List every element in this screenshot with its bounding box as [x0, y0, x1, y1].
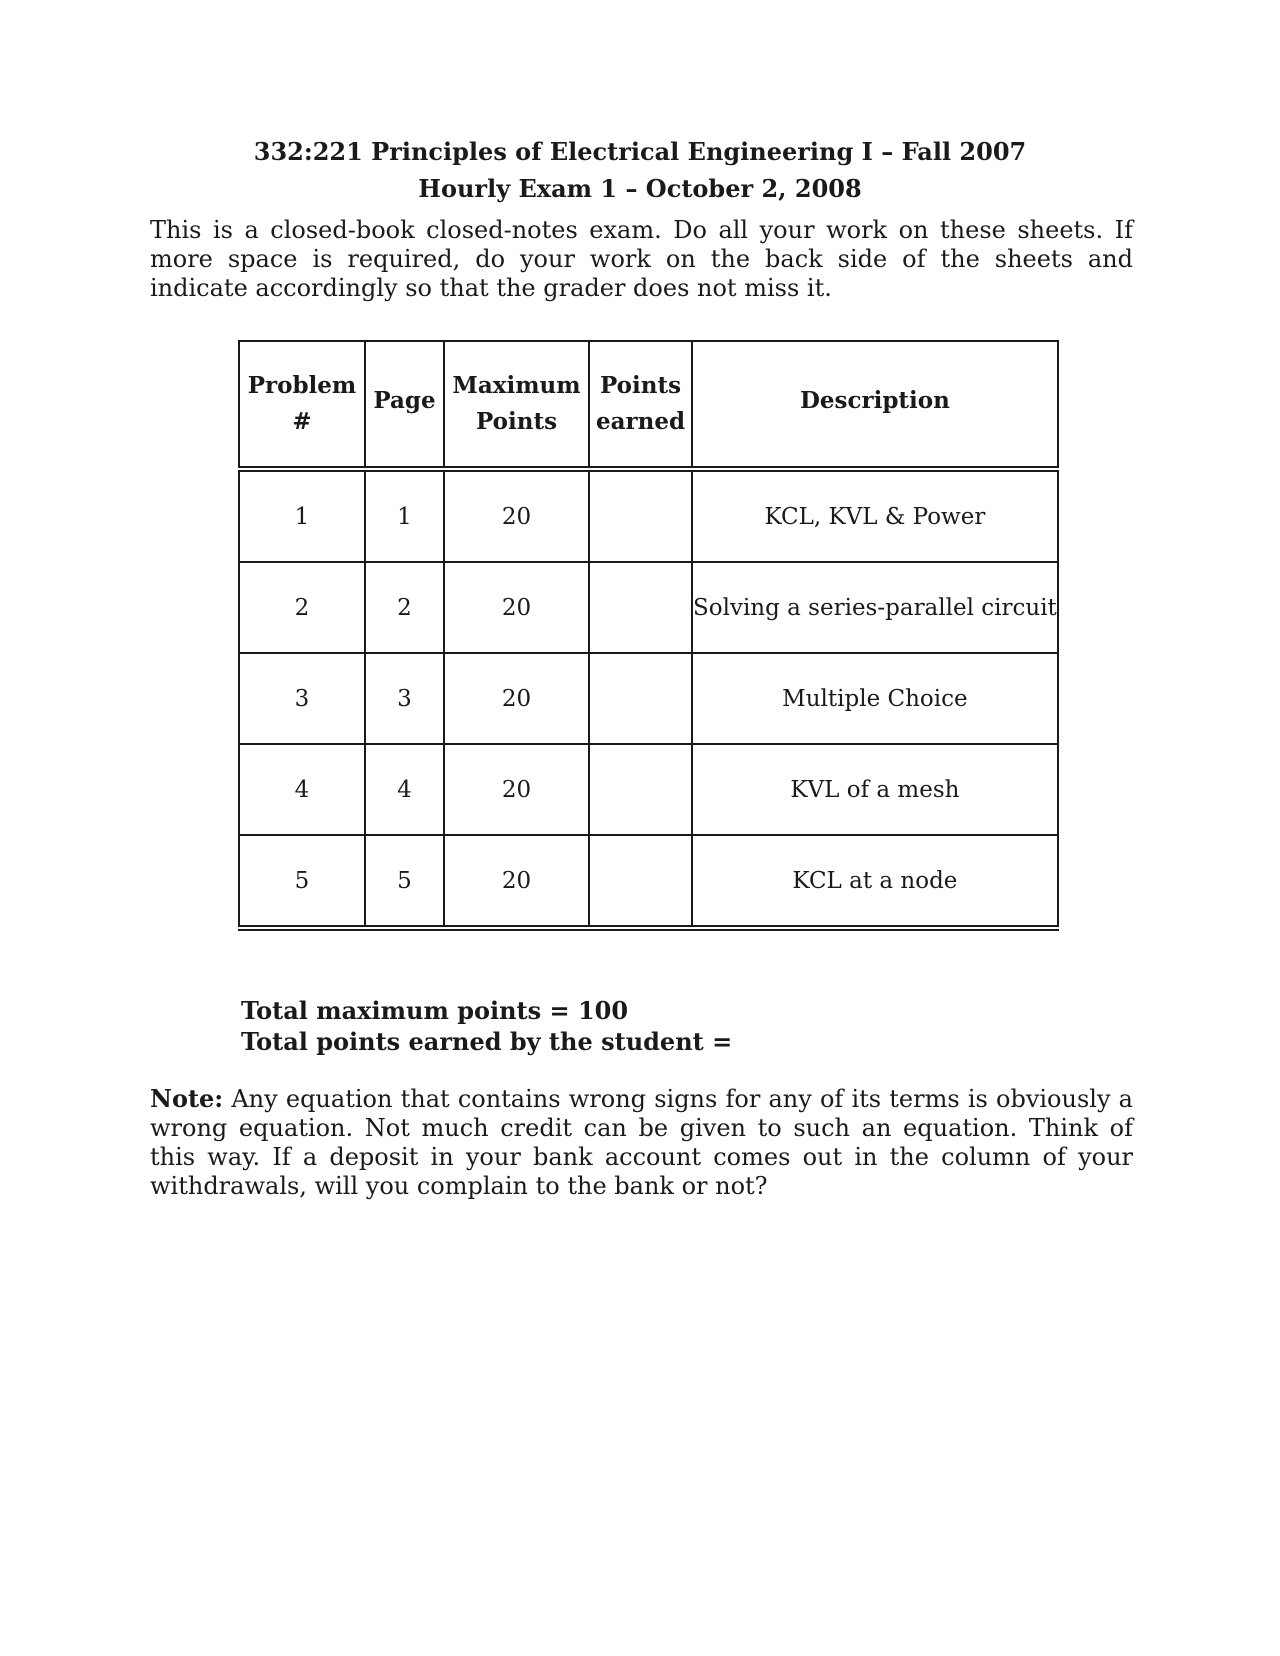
cell-max-points: 20 — [444, 653, 589, 744]
cell-page: 4 — [365, 744, 444, 835]
cell-description: Multiple Choice — [692, 653, 1058, 744]
header-description-label: Description — [799, 387, 950, 414]
cell-points-earned[interactable] — [589, 653, 692, 744]
header-max-sub: Points — [475, 408, 558, 435]
cell-problem: 3 — [239, 653, 365, 744]
header-points-earned — [589, 341, 692, 469]
table-row — [239, 562, 1058, 653]
cell-page: 1 — [365, 469, 444, 562]
cell-max-points: 20 — [444, 562, 589, 653]
cell-page: 5 — [365, 835, 444, 928]
header-max-points — [444, 341, 589, 469]
course-title: 332:221 Principles of Electrical Engineering I – Fall 2007 — [253, 137, 1027, 166]
header-max-label: Maximum — [452, 372, 581, 399]
note-label: Note: — [150, 1084, 224, 1113]
cell-problem: 1 — [239, 469, 365, 562]
header-page — [365, 341, 444, 469]
cell-description: KCL, KVL & Power — [692, 469, 1058, 562]
header-problem — [239, 341, 365, 469]
cell-points-earned[interactable] — [589, 469, 692, 562]
cell-page: 3 — [365, 653, 444, 744]
note-text: Any equation that contains wrong signs for any of its terms is obviously a wrong equation. Not much credit can be given to such an equation. Think of this way. If a deposit in your bank account comes out in the column of your withdrawals, will you complain to the bank or not? — [150, 1085, 1133, 1200]
total-maximum-points: Total maximum points = 100 — [241, 996, 629, 1025]
intro-paragraph: This is a closed-book closed-notes exam. Do all your work on these sheets. If more space is required, do your work on the back side of the sheets and indicate accordingly so that the grader does not miss it. — [150, 216, 1133, 302]
cell-max-points: 20 — [444, 469, 589, 562]
cell-description: Solving a series-parallel circuit — [692, 562, 1058, 653]
cell-max-points: 20 — [444, 744, 589, 835]
cell-problem: 2 — [239, 562, 365, 653]
table-row — [239, 653, 1058, 744]
cell-points-earned[interactable] — [589, 744, 692, 835]
header-problem-sub: # — [292, 408, 312, 435]
table-row — [239, 469, 1058, 562]
cell-page: 2 — [365, 562, 444, 653]
header-problem-label: Problem — [247, 372, 357, 399]
cell-problem: 4 — [239, 744, 365, 835]
score-table — [238, 340, 1059, 931]
cell-description: KVL of a mesh — [692, 744, 1058, 835]
cell-max-points: 20 — [444, 835, 589, 928]
table-header-row — [239, 341, 1058, 469]
cell-points-earned[interactable] — [589, 562, 692, 653]
header-earned-sub: earned — [595, 408, 686, 435]
cell-description: KCL at a node — [692, 835, 1058, 928]
header-earned-label: Points — [599, 372, 682, 399]
header-description — [692, 341, 1058, 469]
total-points-earned: Total points earned by the student = — [241, 1027, 733, 1056]
cell-problem: 5 — [239, 835, 365, 928]
cell-points-earned[interactable] — [589, 835, 692, 928]
table-row — [239, 744, 1058, 835]
header-page-label: Page — [373, 387, 436, 414]
table-row — [239, 835, 1058, 928]
exam-title: Hourly Exam 1 – October 2, 2008 — [418, 174, 862, 203]
note-paragraph — [150, 1084, 1133, 1201]
